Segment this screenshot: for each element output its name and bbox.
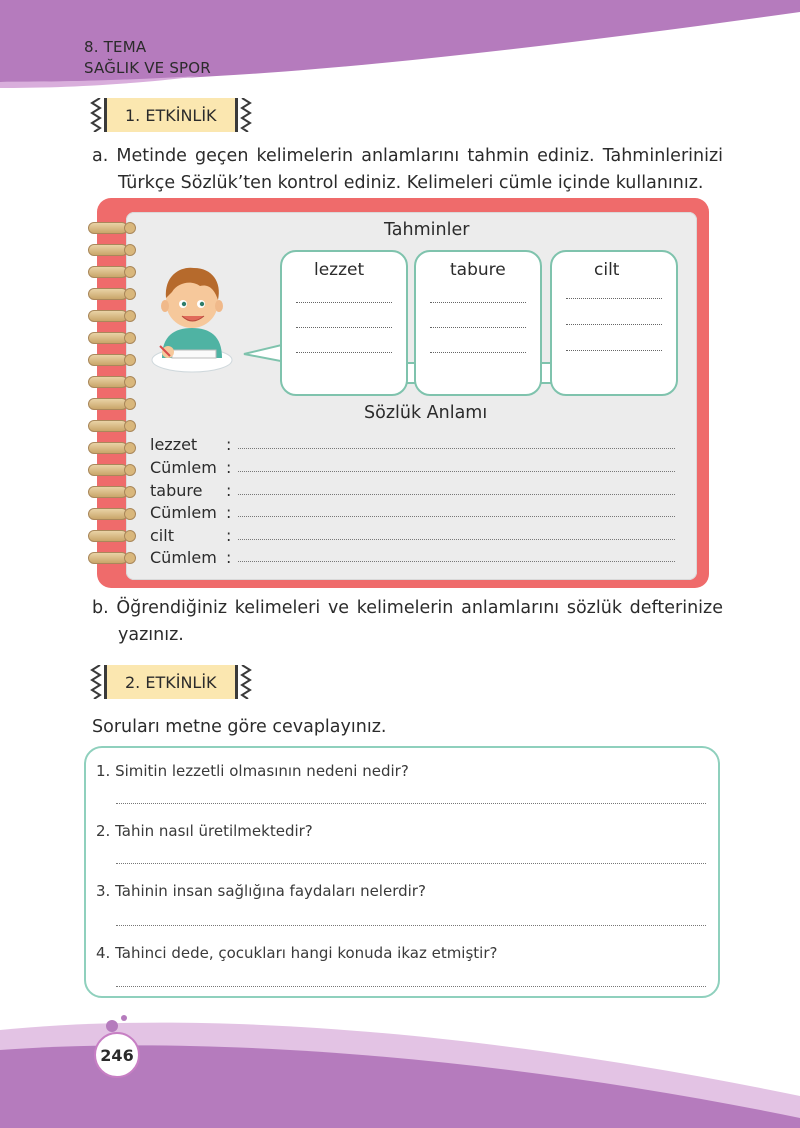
instruction-2: Soruları metne göre cevaplayınız. xyxy=(92,717,387,737)
guess-title: Tahminler xyxy=(384,220,470,240)
guess-card-tabure xyxy=(414,250,542,396)
topic-title: SAĞLIK VE SPOR xyxy=(84,59,211,77)
answer-line[interactable] xyxy=(116,803,706,804)
page-number: 246 xyxy=(94,1032,140,1078)
definition-row[interactable]: Cümlem : xyxy=(150,545,675,567)
zigzag-left-icon xyxy=(90,665,104,699)
answer-line[interactable] xyxy=(116,986,706,987)
guess-word: cilt xyxy=(594,260,620,280)
activity1-tag xyxy=(90,98,252,132)
activity1-label: 1. ETKİNLİK xyxy=(104,98,238,132)
answer-line[interactable] xyxy=(116,863,706,864)
zigzag-right-icon xyxy=(238,665,252,699)
answer-line[interactable] xyxy=(566,298,662,299)
question-2: 2. Tahin nasıl üretilmektedir? xyxy=(96,822,313,840)
question-3: 3. Tahinin insan sağlığına faydaları nelerdir? xyxy=(96,882,426,900)
answer-line[interactable] xyxy=(296,302,392,303)
definition-row[interactable]: Cümlem : xyxy=(150,500,675,522)
answer-line[interactable] xyxy=(430,352,526,353)
definition-row[interactable]: lezzet : xyxy=(150,432,675,454)
guess-word: tabure xyxy=(450,260,506,280)
answer-line[interactable] xyxy=(430,327,526,328)
dictionary-title: Sözlük Anlamı xyxy=(364,403,488,423)
zigzag-right-icon xyxy=(238,98,252,132)
guess-card-cilt xyxy=(550,250,678,396)
question-1: 1. Simitin lezzetli olmasının nedeni nedir? xyxy=(96,762,409,780)
answer-line[interactable] xyxy=(566,324,662,325)
definition-row[interactable]: cilt : xyxy=(150,523,675,545)
definition-row[interactable]: Cümlem : xyxy=(150,455,675,477)
definition-row[interactable]: tabure : xyxy=(150,478,675,500)
boy-writing-illustration xyxy=(148,262,240,376)
answer-line[interactable] xyxy=(296,327,392,328)
activity2-tag xyxy=(90,665,252,699)
instruction-b: b. Öğrendiğiniz kelimeleri ve kelimelerin anlamlarını sözlük defterinize yazınız. xyxy=(92,598,723,645)
answer-line[interactable] xyxy=(116,925,706,926)
instruction-a: a. Metinde geçen kelimelerin anlamlarını tahmin ediniz. Tahminlerinizi Türkçe Sözlük’ten kontrol ediniz. Kelimeleri cümle içinde kullanınız. xyxy=(92,146,723,193)
answer-line[interactable] xyxy=(566,350,662,351)
answer-line[interactable] xyxy=(296,352,392,353)
zigzag-left-icon xyxy=(90,98,104,132)
guess-word: lezzet xyxy=(314,260,365,280)
question-4: 4. Tahinci dede, çocukları hangi konuda ikaz etmiştir? xyxy=(96,944,498,962)
theme-title: 8. TEMA xyxy=(84,38,147,56)
guess-card-lezzet xyxy=(280,250,408,396)
activity2-label: 2. ETKİNLİK xyxy=(104,665,238,699)
answer-line[interactable] xyxy=(430,302,526,303)
